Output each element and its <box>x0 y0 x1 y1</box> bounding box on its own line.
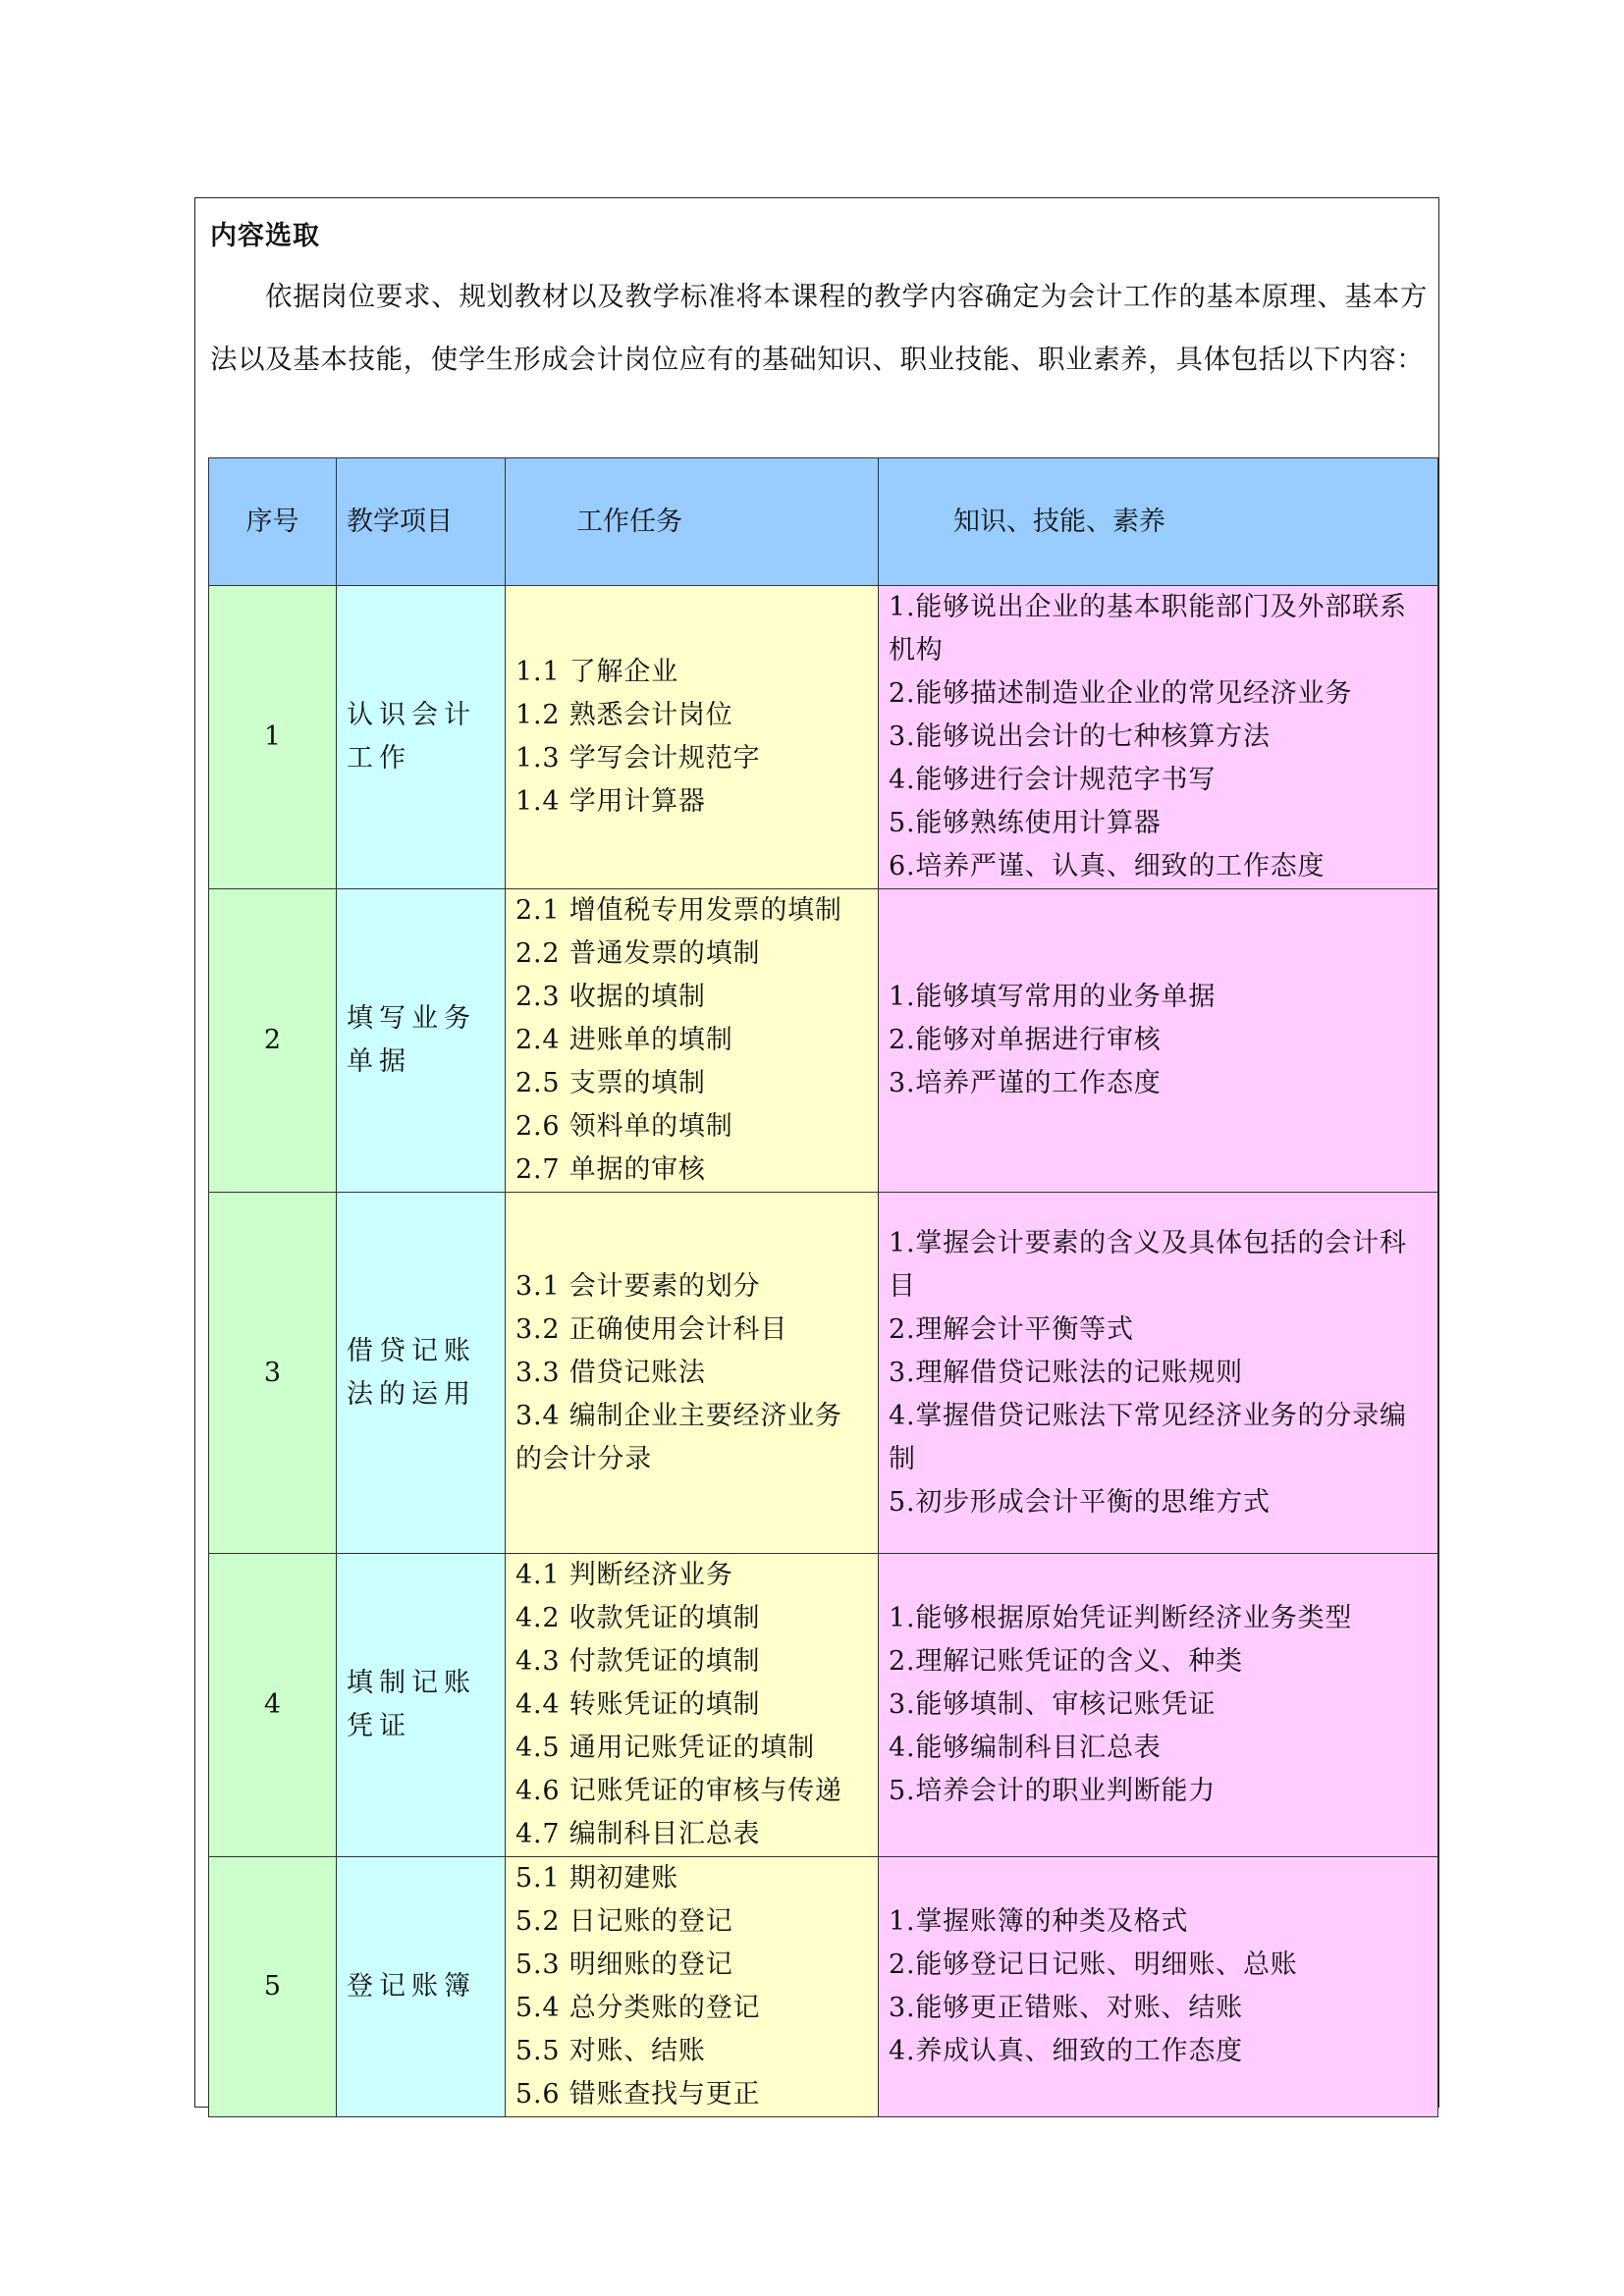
task-item: 3.1 会计要素的划分 <box>515 1270 761 1302</box>
section-title: 内容选取 <box>210 221 320 251</box>
table-row <box>209 1857 1438 2117</box>
task-item: 5.5 对账、结账 <box>515 2036 706 2066</box>
ksa-item: 5.培养会计的职业判断能力 <box>889 1776 1217 1806</box>
row-project: 认识会计工作 <box>337 586 506 889</box>
task-item: 2.2 普通发票的填制 <box>515 938 761 969</box>
intro-paragraph: 依据岗位要求、规划教材以及教学标准将本课程的教学内容确定为会计工作的基本原理、基本方法以及基本技能，使学生形成会计岗位应有的基础知识、职业技能、职业素养，具体包括以下内容： <box>210 281 1428 375</box>
row-number: 2 <box>209 889 337 1193</box>
task-item: 2.5 支票的填制 <box>515 1068 706 1098</box>
table-row <box>209 1554 1438 1857</box>
ksa-item: 1.掌握会计要素的含义及具体包括的会计科目 <box>889 1227 1407 1302</box>
task-item: 4.6 记账凭证的审核与传递 <box>515 1776 842 1806</box>
row-tasks <box>506 1554 879 1857</box>
ksa-item: 6.培养严谨、认真、细致的工作态度 <box>889 851 1326 881</box>
row-knowledge-skills <box>879 1193 1438 1554</box>
task-item: 2.3 收据的填制 <box>515 982 706 1012</box>
row-tasks <box>506 1193 879 1554</box>
row-project: 借贷记账法的运用 <box>337 1193 506 1554</box>
ksa-item: 2.理解会计平衡等式 <box>889 1313 1134 1345</box>
task-item: 5.3 明细账的登记 <box>515 1949 733 1980</box>
row-knowledge-skills <box>879 889 1438 1193</box>
row-knowledge-skills <box>879 586 1438 889</box>
table-row <box>209 889 1438 1193</box>
row-number: 3 <box>209 1193 337 1554</box>
ksa-item: 2.理解记账凭证的含义、种类 <box>889 1646 1243 1677</box>
task-item: 1.4 学用计算器 <box>515 786 706 817</box>
ksa-item: 4.能够进行会计规范字书写 <box>889 765 1217 795</box>
task-item: 1.1 了解企业 <box>515 657 678 687</box>
ksa-item: 5.初步形成会计平衡的思维方式 <box>889 1486 1271 1518</box>
ksa-item: 4.掌握借贷记账法下常见经济业务的分录编制 <box>889 1400 1407 1474</box>
row-number: 1 <box>209 586 337 889</box>
ksa-item: 3.理解借贷记账法的记账规则 <box>889 1357 1243 1388</box>
task-item: 5.1 期初建账 <box>515 1863 678 1894</box>
ksa-item: 2.能够描述制造业企业的常见经济业务 <box>889 678 1353 709</box>
task-item: 4.1 判断经济业务 <box>515 1560 733 1590</box>
ksa-item: 5.能够熟练使用计算器 <box>889 808 1162 838</box>
task-item: 4.7 编制科目汇总表 <box>515 1819 761 1849</box>
row-knowledge-skills <box>879 1857 1438 2117</box>
row-knowledge-skills <box>879 1554 1438 1857</box>
task-item: 4.5 通用记账凭证的填制 <box>515 1733 815 1763</box>
task-item: 5.4 总分类账的登记 <box>515 1993 761 2023</box>
header-tasks: 工作任务 <box>506 458 879 586</box>
ksa-item: 4.养成认真、细致的工作态度 <box>889 2036 1243 2066</box>
task-item: 3.3 借贷记账法 <box>515 1357 706 1388</box>
row-tasks <box>506 586 879 889</box>
ksa-item: 1.能够说出企业的基本职能部门及外部联系机构 <box>889 592 1407 666</box>
row-number: 4 <box>209 1554 337 1857</box>
ksa-item: 4.能够编制科目汇总表 <box>889 1733 1162 1763</box>
header-knowledge-skills: 知识、技能、素养 <box>879 458 1438 586</box>
task-item: 2.1 增值税专用发票的填制 <box>515 895 842 926</box>
row-project: 登记账簿 <box>337 1857 506 2117</box>
task-item: 3.4 编制企业主要经济业务的会计分录 <box>515 1400 842 1474</box>
header-project: 教学项目 <box>337 458 506 586</box>
header-number: 序号 <box>209 458 337 586</box>
row-number: 5 <box>209 1857 337 2117</box>
task-item: 2.6 领料单的填制 <box>515 1111 733 1142</box>
task-item: 4.2 收款凭证的填制 <box>515 1603 761 1633</box>
task-item: 1.3 学写会计规范字 <box>515 743 761 774</box>
table-header-row <box>209 458 1438 586</box>
row-tasks <box>506 1857 879 2117</box>
task-item: 2.4 进账单的填制 <box>515 1025 733 1055</box>
ksa-item: 3.能够说出会计的七种核算方法 <box>889 721 1271 752</box>
table-row <box>209 586 1438 889</box>
task-item: 5.6 错账查找与更正 <box>515 2079 761 2109</box>
row-project: 填制记账凭证 <box>337 1554 506 1857</box>
task-item: 5.2 日记账的登记 <box>515 1906 733 1937</box>
row-project: 填写业务单据 <box>337 889 506 1193</box>
ksa-item: 3.能够更正错账、对账、结账 <box>889 1993 1243 2023</box>
ksa-item: 2.能够对单据进行审核 <box>889 1025 1162 1055</box>
table-row <box>209 1193 1438 1554</box>
ksa-item: 1.能够根据原始凭证判断经济业务类型 <box>889 1603 1353 1633</box>
ksa-item: 2.能够登记日记账、明细账、总账 <box>889 1949 1298 1980</box>
task-item: 4.4 转账凭证的填制 <box>515 1689 761 1720</box>
task-item: 3.2 正确使用会计科目 <box>515 1313 788 1345</box>
row-tasks <box>506 889 879 1193</box>
ksa-item: 1.能够填写常用的业务单据 <box>889 982 1217 1012</box>
ksa-item: 1.掌握账簿的种类及格式 <box>889 1906 1189 1937</box>
task-item: 2.7 单据的审核 <box>515 1154 706 1185</box>
content-table <box>208 457 1438 2117</box>
ksa-item: 3.培养严谨的工作态度 <box>889 1068 1162 1098</box>
task-item: 4.3 付款凭证的填制 <box>515 1646 761 1677</box>
task-item: 1.2 熟悉会计岗位 <box>515 700 733 730</box>
ksa-item: 3.能够填制、审核记账凭证 <box>889 1689 1217 1720</box>
